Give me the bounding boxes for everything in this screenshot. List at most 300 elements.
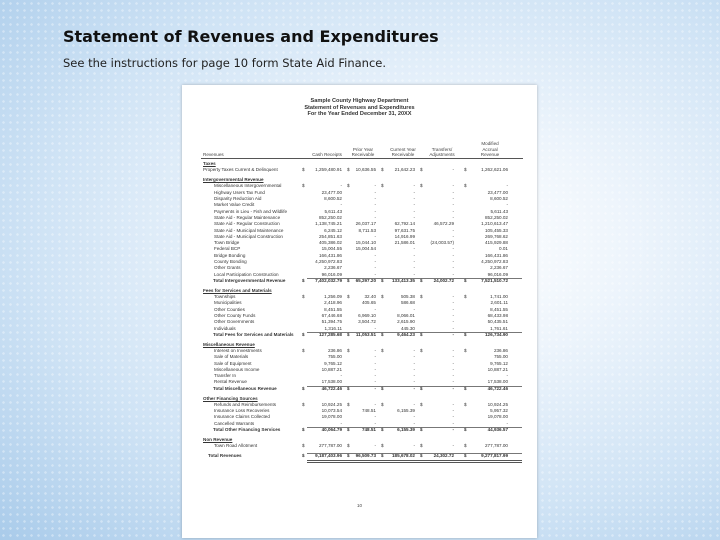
row-value: - — [340, 420, 342, 426]
row-value: 8,066.01 — [397, 312, 415, 318]
row-value: - — [452, 208, 454, 214]
row-label: Miscellaneous Revenue — [203, 341, 255, 347]
row-value: - — [413, 189, 415, 195]
line-item-row — [182, 190, 537, 196]
row-value: - — [452, 443, 454, 449]
row-value: 7,521,510.72 — [481, 277, 508, 283]
currency-symbol: $ — [464, 443, 467, 449]
row-label: Transfer In — [214, 373, 237, 379]
row-label: State Aid - Regular Construction — [214, 221, 280, 227]
slide-title: Statement of Revenues and Expenditures — [63, 27, 439, 46]
currency-symbol: $ — [381, 183, 384, 189]
line-item-row — [182, 313, 537, 319]
row-value: 126,734.90 — [485, 331, 508, 337]
row-value: 105,455.33 — [485, 227, 508, 233]
row-value: 1,741.00 — [490, 294, 508, 299]
row-value: 15,004.54 — [355, 246, 376, 252]
row-value: 3,504.72 — [358, 319, 376, 325]
line-item-row — [182, 361, 537, 367]
row-value: 2,418.96 — [324, 300, 342, 306]
row-value: - — [413, 373, 415, 379]
row-value: - — [413, 214, 415, 220]
row-value: - — [413, 265, 415, 271]
row-value: - — [374, 414, 376, 420]
currency-symbol: $ — [381, 385, 384, 391]
column-header-cash-receipts: Cash Receipts — [312, 151, 342, 157]
column-header-revenues: Revenues — [203, 151, 224, 157]
row-value: 1,138,745.21 — [315, 221, 342, 227]
currency-symbol: $ — [302, 443, 305, 449]
row-label: Refunds and Reimbursements — [214, 401, 277, 407]
line-item-row — [182, 294, 537, 300]
row-value: 2,601.11 — [490, 300, 508, 306]
row-value: 21,586.01 — [394, 240, 415, 246]
currency-symbol: $ — [302, 331, 305, 337]
section-heading-row — [182, 177, 537, 183]
row-value: - — [413, 259, 415, 264]
document-header — [182, 98, 537, 118]
row-label: Townships — [214, 294, 236, 299]
line-item-row — [182, 253, 537, 259]
row-value: (24,003.57) — [430, 240, 454, 246]
row-value: - — [374, 379, 376, 385]
header-line: Statement of Revenues and Expenditures — [304, 104, 415, 111]
total-row — [182, 278, 537, 284]
row-label: Taxes — [203, 161, 216, 166]
currency-symbol: $ — [420, 277, 423, 283]
header-line: Sample County Highway Department — [310, 98, 409, 104]
line-item-row — [182, 228, 537, 234]
row-value: - — [413, 379, 415, 385]
row-value: - — [452, 227, 454, 233]
row-value: - — [452, 259, 454, 264]
total-row — [182, 332, 537, 338]
row-value: - — [340, 183, 342, 189]
row-value: - — [340, 202, 342, 208]
row-value: - — [374, 354, 376, 360]
line-item-row — [182, 183, 537, 189]
currency-symbol: $ — [347, 443, 350, 449]
row-value: 10,887.21 — [487, 366, 508, 372]
row-value: 6,245.12 — [324, 227, 342, 233]
row-label: Miscellaneous Intergovernmental — [214, 183, 282, 189]
row-value: - — [374, 259, 376, 264]
row-value: 269,768.62 — [485, 233, 508, 239]
row-value: 10,924.25 — [321, 401, 342, 407]
row-value: - — [452, 252, 454, 258]
row-value: 23,477.00 — [487, 189, 508, 195]
line-item-row — [182, 259, 537, 265]
row-value: 505.38 — [400, 294, 415, 299]
row-label: State Aid - Regular Maintenance — [214, 214, 281, 220]
column-header-prior-year-receivable: Prior Year Receivable — [351, 146, 375, 157]
row-value: 236.86 — [493, 347, 508, 353]
section-heading-row — [182, 342, 537, 348]
row-value: - — [413, 183, 415, 189]
currency-symbol: $ — [381, 443, 384, 449]
row-label: Other Counties — [214, 306, 245, 312]
row-value: 17,538.00 — [321, 379, 342, 385]
row-value: 405,386.02 — [319, 240, 342, 246]
section-heading-row — [182, 396, 537, 402]
line-item-row — [182, 367, 537, 373]
currency-symbol: $ — [381, 294, 384, 299]
row-value: - — [413, 360, 415, 366]
slide-subtitle: See the instructions for page 10 form State Aid Finance. — [63, 56, 386, 70]
row-value: - — [374, 183, 376, 189]
row-value: 10,887.21 — [321, 366, 342, 372]
row-value: 755.00 — [493, 354, 508, 360]
currency-symbol: $ — [347, 347, 350, 353]
currency-symbol: $ — [302, 347, 305, 353]
row-label: Insurance Loss Recoveries — [214, 408, 270, 414]
row-value: 15,004.55 — [321, 246, 342, 252]
currency-symbol: $ — [381, 347, 384, 353]
row-value: 14,916.99 — [394, 233, 415, 239]
row-value: 96,016.09 — [321, 271, 342, 277]
line-item-row — [182, 443, 537, 449]
currency-symbol: $ — [464, 277, 467, 283]
row-value: 46,722.46 — [487, 385, 508, 391]
row-value: 96,016.09 — [487, 271, 508, 277]
row-label: Sale of Equipment — [214, 360, 252, 366]
currency-symbol: $ — [302, 294, 305, 299]
row-value: 2,615.90 — [397, 319, 415, 325]
row-value: - — [374, 252, 376, 258]
currency-symbol: $ — [464, 167, 467, 173]
row-value: 96,509.73 — [355, 453, 376, 459]
row-value: 8,451.55 — [490, 306, 508, 312]
row-value: 24,302.72 — [433, 453, 454, 459]
row-value: - — [452, 189, 454, 195]
currency-symbol: $ — [464, 294, 467, 299]
row-label: State Aid - Municipal Maintenance — [214, 227, 284, 233]
row-value: - — [374, 373, 376, 379]
currency-symbol: $ — [464, 401, 467, 407]
row-value: - — [374, 208, 376, 214]
line-item-row — [182, 402, 537, 408]
row-value: - — [452, 385, 454, 391]
line-item-row — [182, 209, 537, 215]
total-row — [182, 427, 537, 433]
row-value: - — [452, 202, 454, 208]
row-value: 4,250,972.83 — [481, 259, 508, 264]
line-item-row — [182, 221, 537, 227]
currency-symbol: $ — [347, 183, 350, 189]
row-label: Other Financing Sources — [203, 395, 258, 401]
row-value: 46,722.46 — [321, 385, 342, 391]
line-item-row — [182, 234, 537, 240]
line-item-row — [182, 202, 537, 208]
currency-symbol: $ — [381, 331, 384, 337]
row-value: - — [452, 354, 454, 360]
row-value: - — [452, 214, 454, 220]
row-label: State Aid - Municipal Construction — [214, 233, 283, 239]
row-value: - — [452, 167, 454, 173]
row-value: 1,761.61 — [490, 325, 508, 331]
row-value: 5,611.43 — [490, 208, 508, 214]
row-label: Town Road Allotment — [214, 443, 258, 449]
row-value: - — [413, 414, 415, 420]
header-divider — [201, 158, 523, 159]
row-value: 4,250,972.83 — [315, 259, 342, 264]
row-value: - — [452, 420, 454, 426]
row-value: 277,787.00 — [485, 443, 508, 449]
row-label: Non Revenue — [203, 436, 233, 442]
row-value: 166,431.86 — [485, 252, 508, 258]
currency-symbol: $ — [302, 427, 305, 432]
row-value: 0.01 — [499, 246, 508, 252]
row-value: 166,431.86 — [319, 252, 342, 258]
row-label: Property Taxes Current & Delinquent — [203, 167, 278, 173]
column-header-modified-accrual-revenue: Modified Accrual Revenue — [480, 141, 500, 157]
row-value: 62,792.14 — [394, 221, 415, 227]
row-value: 6,155.39 — [397, 408, 415, 414]
row-value: - — [452, 312, 454, 318]
row-value: 405.65 — [361, 300, 376, 306]
currency-symbol: $ — [464, 347, 467, 353]
row-value: - — [374, 366, 376, 372]
row-label: Total Other Financing Services — [213, 427, 281, 432]
line-item-row — [182, 354, 537, 360]
currency-symbol: $ — [347, 294, 350, 299]
row-value: - — [452, 196, 454, 201]
row-value: 8,600.52 — [324, 196, 342, 201]
currency-symbol: $ — [420, 401, 423, 407]
line-item-row — [182, 300, 537, 306]
row-value: - — [452, 347, 454, 353]
row-value: - — [452, 366, 454, 372]
currency-symbol: $ — [420, 331, 423, 337]
line-item-row — [182, 348, 537, 354]
currency-symbol: $ — [381, 427, 384, 432]
row-value: - — [413, 443, 415, 449]
total-row — [182, 453, 537, 459]
row-value: 277,787.00 — [319, 443, 342, 449]
row-value: - — [374, 233, 376, 239]
section-heading-row — [182, 288, 537, 294]
currency-symbol: $ — [420, 443, 423, 449]
row-label: Insurance Claims Collected — [214, 414, 270, 420]
row-value: - — [413, 202, 415, 208]
row-value: 236.86 — [327, 347, 342, 353]
currency-symbol: $ — [381, 401, 384, 407]
row-label: Total Fees for Services and Materials — [213, 331, 294, 337]
row-value: 10,636.55 — [355, 167, 376, 173]
currency-symbol: $ — [347, 427, 350, 432]
row-value: 586.68 — [400, 300, 415, 306]
row-label: Federal BCP — [214, 246, 241, 252]
row-value: - — [374, 347, 376, 353]
row-value: 852,250.02 — [319, 214, 342, 220]
currency-symbol: $ — [302, 277, 305, 283]
row-value: - — [452, 294, 454, 299]
row-value: 2,236.67 — [324, 265, 342, 271]
currency-symbol: $ — [381, 167, 384, 173]
currency-symbol: $ — [420, 167, 423, 173]
currency-symbol: $ — [420, 347, 423, 353]
row-value: - — [452, 265, 454, 271]
line-item-row — [182, 215, 537, 221]
row-label: Town Bridge — [214, 240, 240, 246]
row-value: - — [413, 196, 415, 201]
row-label: Miscellaneous Income — [214, 366, 260, 372]
line-item-row — [182, 240, 537, 246]
row-value: 8,711.53 — [358, 227, 376, 233]
double-underline — [307, 460, 522, 463]
row-label: Municipalities — [214, 300, 242, 306]
row-value: 7,402,032.79 — [315, 277, 342, 283]
line-item-row — [182, 414, 537, 420]
row-value: 23,477.00 — [321, 189, 342, 195]
row-value: - — [452, 233, 454, 239]
row-value: - — [452, 319, 454, 325]
row-label: Payments in Lieu - Fish and Wildlife — [214, 208, 288, 214]
row-value: 46,572.29 — [433, 221, 454, 227]
row-label: Total Miscellaneous Revenue — [213, 385, 277, 391]
row-label: Fees for Services and Materials — [203, 287, 272, 293]
section-heading-row — [182, 161, 537, 167]
line-item-row — [182, 373, 537, 379]
currency-symbol: $ — [302, 453, 305, 459]
row-value: 748.51 — [361, 408, 376, 414]
row-value: - — [413, 271, 415, 277]
row-value: 1,259,480.91 — [315, 167, 342, 173]
row-value: - — [374, 271, 376, 277]
row-value: - — [413, 420, 415, 426]
row-value: - — [374, 443, 376, 449]
currency-symbol: $ — [464, 453, 467, 459]
currency-symbol: $ — [302, 183, 305, 189]
row-value: - — [506, 420, 508, 426]
row-value: 133,413.35 — [392, 277, 415, 283]
line-item-row — [182, 265, 537, 271]
row-label: Other County Funds — [214, 312, 256, 318]
currency-symbol: $ — [302, 167, 305, 173]
row-value: 26,037.17 — [355, 221, 376, 227]
row-value: 68,433.98 — [487, 312, 508, 318]
row-value: - — [452, 246, 454, 252]
line-item-row — [182, 167, 537, 173]
currency-symbol: $ — [420, 183, 423, 189]
row-value: - — [413, 208, 415, 214]
row-value: 415,929.88 — [485, 240, 508, 246]
currency-symbol: $ — [347, 167, 350, 173]
currency-symbol: $ — [347, 277, 350, 283]
row-label: Highway Users Tax Fund — [214, 189, 265, 195]
row-label: Intergovernmental Revenue — [203, 177, 264, 183]
row-value: 51,394.75 — [321, 319, 342, 325]
row-value: - — [506, 373, 508, 379]
currency-symbol: $ — [464, 183, 467, 189]
row-value: 10,924.25 — [487, 401, 508, 407]
row-value: 748.51 — [361, 427, 376, 432]
row-label: Disparity Reduction Aid — [214, 196, 262, 201]
line-item-row — [182, 319, 537, 325]
row-label: Interest on Investments — [214, 347, 262, 353]
row-value: 21,642.23 — [394, 167, 415, 173]
row-value: 65,297.20 — [355, 277, 376, 283]
currency-symbol: $ — [347, 331, 350, 337]
currency-symbol: $ — [302, 385, 305, 391]
row-value: 32.40 — [364, 294, 376, 299]
row-label: Cancelled Warrants — [214, 420, 255, 426]
row-value: - — [452, 331, 454, 337]
row-value: 445.30 — [400, 325, 415, 331]
row-value: 11,053.51 — [355, 331, 376, 337]
column-header-transfers-adjustments: Transfers/ Adjustments — [429, 146, 455, 157]
statement-document — [182, 85, 537, 538]
column-header-current-year-receivable: Current Year Receivable — [390, 146, 416, 157]
section-heading-row — [182, 437, 537, 443]
row-value: 40,064.79 — [321, 427, 342, 432]
row-value: - — [452, 401, 454, 407]
row-value: - — [413, 347, 415, 353]
row-value: - — [374, 189, 376, 195]
row-value: 97,631.75 — [394, 227, 415, 233]
row-label: Other Governments — [214, 319, 255, 325]
row-value: - — [413, 246, 415, 252]
currency-symbol: $ — [464, 427, 467, 432]
line-item-row — [182, 379, 537, 385]
currency-symbol: $ — [464, 385, 467, 391]
row-value: 2,236.67 — [490, 265, 508, 271]
row-value: - — [374, 265, 376, 271]
row-value: 44,936.57 — [487, 427, 508, 432]
row-value: - — [452, 306, 454, 312]
row-value: - — [374, 306, 376, 312]
row-value: - — [413, 366, 415, 372]
row-value: - — [413, 401, 415, 407]
row-value: 24,002.72 — [433, 277, 454, 283]
row-value: 67,446.68 — [321, 312, 342, 318]
row-value: - — [374, 202, 376, 208]
row-value: 755.00 — [327, 354, 342, 360]
page-number: 10 — [356, 503, 362, 508]
row-label: Total Revenues — [208, 453, 242, 459]
row-value: - — [452, 414, 454, 420]
row-label: Total Intergovernmental Revenue — [213, 277, 286, 283]
row-value: 10,073.54 — [321, 408, 342, 414]
row-value: - — [413, 385, 415, 391]
row-value: 9,277,817.99 — [481, 453, 508, 459]
total-row — [182, 386, 537, 392]
currency-symbol: $ — [302, 401, 305, 407]
row-value: 17,538.00 — [487, 379, 508, 385]
row-value: 254,851.63 — [319, 233, 342, 239]
row-value: - — [374, 401, 376, 407]
row-label: Local Participation Construction — [214, 271, 279, 277]
row-value: - — [374, 360, 376, 366]
row-value: - — [374, 420, 376, 426]
row-value: 50,435.51 — [487, 319, 508, 325]
row-value: - — [413, 354, 415, 360]
row-value: 1,316.11 — [324, 325, 342, 331]
row-value: - — [413, 306, 415, 312]
row-value: - — [452, 271, 454, 277]
row-label: Sale of Materials — [214, 354, 249, 360]
row-value: - — [452, 427, 454, 432]
row-value: 19,078.00 — [487, 414, 508, 420]
line-item-row — [182, 272, 537, 278]
row-value: 8,600.52 — [490, 196, 508, 201]
currency-symbol: $ — [420, 453, 423, 459]
column-headers — [182, 135, 537, 157]
row-value: - — [506, 183, 508, 189]
currency-symbol: $ — [420, 385, 423, 391]
row-value: 1,262,621.06 — [481, 167, 508, 173]
line-item-row — [182, 246, 537, 252]
